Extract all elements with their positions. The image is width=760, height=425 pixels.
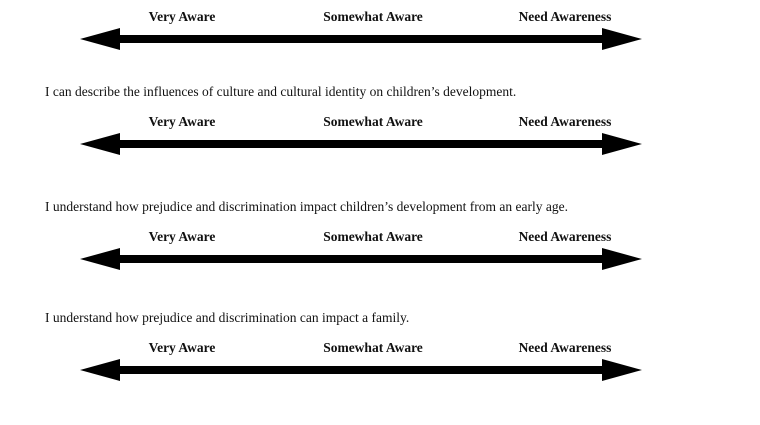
label-somewhat-aware: Somewhat Aware (323, 340, 423, 355)
statement-culture-identity: I can describe the influences of culture and cultural identity on children’s development. (45, 84, 517, 99)
label-very-aware: Very Aware (148, 114, 216, 129)
statement-prejudice-family: I understand how prejudice and discrimination can impact a family. (45, 310, 410, 325)
double-headed-arrow (76, 357, 646, 383)
awareness-scale-2 (0, 114, 760, 164)
awareness-scale-1 (0, 9, 760, 59)
double-headed-arrow (76, 26, 646, 52)
label-need-awareness: Need Awareness (518, 9, 612, 24)
statement-prejudice-children: I understand how prejudice and discrimination impact children’s development from an early age. (45, 199, 568, 214)
label-very-aware: Very Aware (148, 9, 216, 24)
label-need-awareness: Need Awareness (518, 229, 612, 244)
label-need-awareness: Need Awareness (518, 114, 612, 129)
label-very-aware: Very Aware (148, 229, 216, 244)
label-somewhat-aware: Somewhat Aware (323, 229, 423, 244)
awareness-scale-3 (0, 229, 760, 279)
double-headed-arrow (76, 246, 646, 272)
label-very-aware: Very Aware (148, 340, 216, 355)
label-somewhat-aware: Somewhat Aware (323, 9, 423, 24)
label-somewhat-aware: Somewhat Aware (323, 114, 423, 129)
label-need-awareness: Need Awareness (518, 340, 612, 355)
double-headed-arrow (76, 131, 646, 157)
awareness-scale-4 (0, 340, 760, 390)
